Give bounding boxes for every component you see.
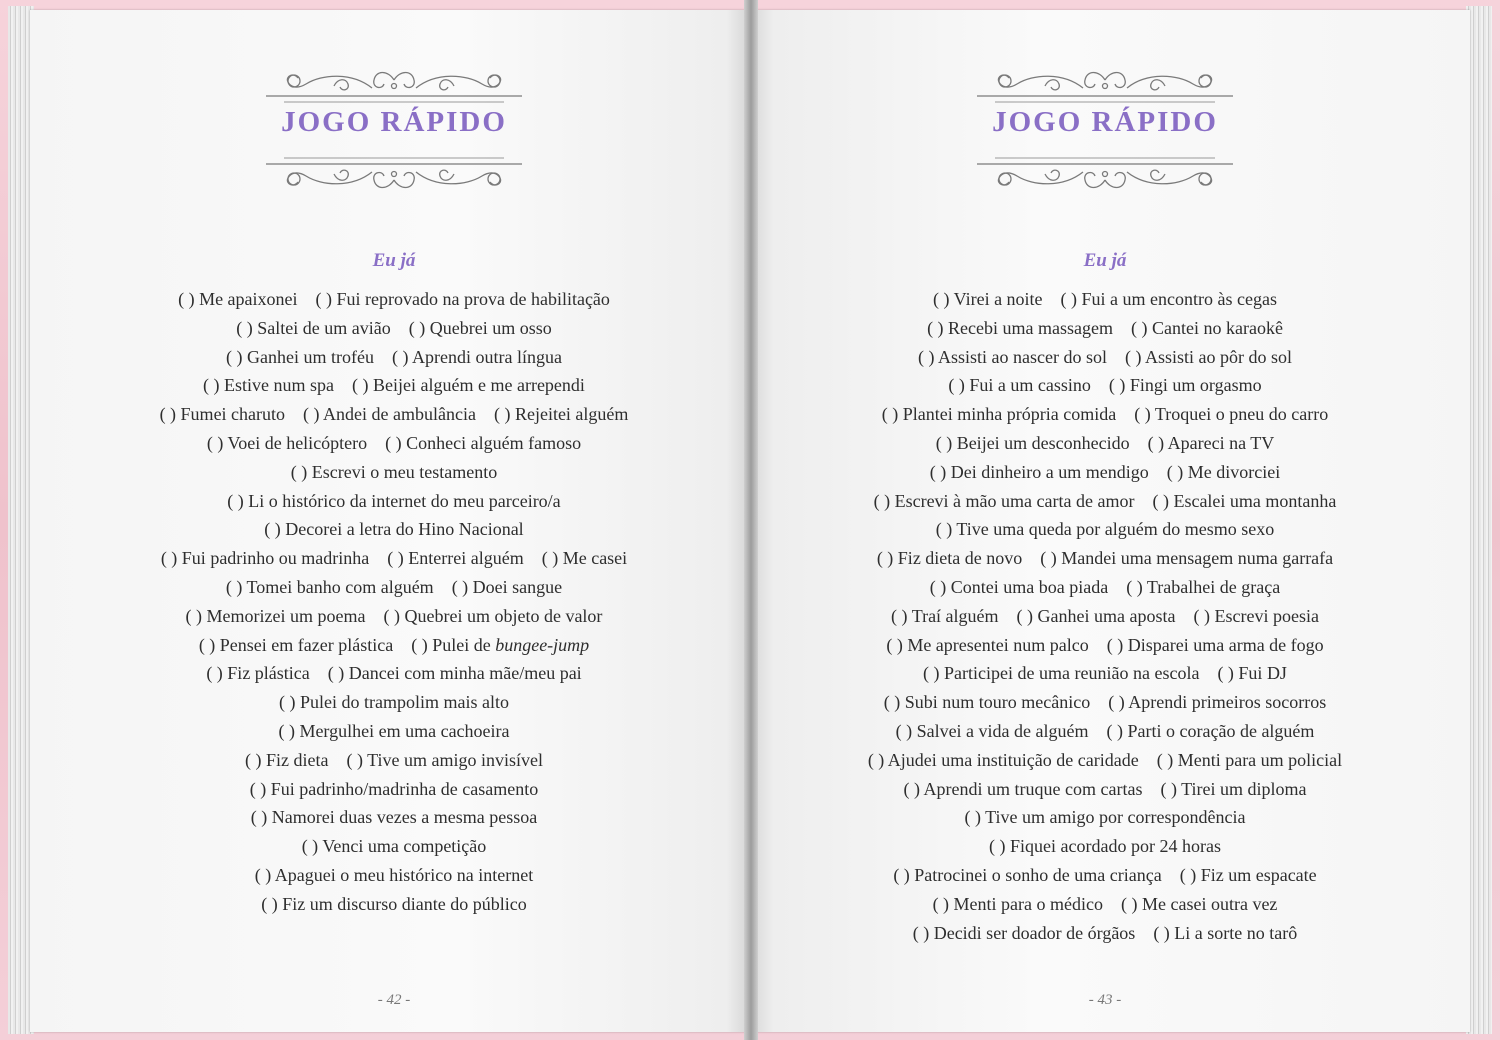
- checklist-item: ( ) Doei sangue: [451, 576, 563, 597]
- checklist-item: ( ) Tirei um diploma: [1160, 778, 1307, 799]
- checklist-item: ( ) Fui padrinho ou madrinha: [160, 548, 370, 569]
- page-title: JOGO RÁPIDO: [281, 106, 507, 138]
- checklist-item: ( ) Quebrei um osso: [408, 317, 552, 338]
- checklist-line: [74, 659, 714, 688]
- checklist-item: ( ) Assisti ao pôr do sol: [1124, 346, 1292, 367]
- checklist-item: ( ) Fui padrinho/madrinha de casamento: [249, 778, 539, 799]
- checklist-line: [785, 832, 1425, 861]
- checklist-line: [74, 371, 714, 400]
- checklist-line: [74, 890, 714, 919]
- checklist-item: ( ) Recebi uma massagem: [927, 317, 1113, 338]
- checklist-line: [785, 746, 1425, 775]
- checklist-item: ( ) Participei de uma reunião na escola: [923, 663, 1200, 684]
- checklist-line: [785, 775, 1425, 804]
- checklist-item: ( ) Escrevi poesia: [1193, 605, 1319, 626]
- checklist: [785, 285, 1425, 947]
- checklist-line: [74, 717, 714, 746]
- checklist-item: ( ) Aprendi primeiros socorros: [1108, 692, 1327, 713]
- checklist-line: [74, 458, 714, 487]
- checklist-line: [74, 285, 714, 314]
- checklist-item: ( ) Salvei a vida de alguém: [895, 720, 1089, 741]
- checklist-item: ( ) Fui a um encontro às cegas: [1060, 289, 1277, 309]
- checklist-line: [785, 890, 1425, 919]
- book-gutter: [744, 0, 758, 1040]
- checklist-item: ( ) Conheci alguém famoso: [385, 432, 582, 453]
- checklist-item: ( ) Fiz plástica: [206, 663, 310, 684]
- checklist: [74, 285, 714, 919]
- checklist-item: ( ) Plantei minha própria comida: [881, 404, 1117, 425]
- checklist-item: ( ) Tive um amigo por correspondência: [964, 807, 1246, 828]
- checklist-item: ( ) Fingi um orgasmo: [1108, 375, 1262, 396]
- checklist-item: ( ) Apaguei o meu histórico na internet: [254, 864, 534, 885]
- checklist-item: ( ) Mandei uma mensagem numa garrafa: [1040, 548, 1334, 569]
- checklist-item: ( ) Estive num spa: [203, 375, 335, 396]
- checklist-line: [74, 602, 714, 631]
- checklist-item: ( ) Escalei uma montanha: [1152, 490, 1337, 511]
- checklist-item: ( ) Tive uma queda por alguém do mesmo sexo: [935, 519, 1275, 540]
- checklist-item: ( ) Me casei outra vez: [1121, 893, 1278, 914]
- checklist-item: ( ) Me apresentei num palco: [886, 634, 1089, 655]
- checklist-line: [74, 544, 714, 573]
- top-ornament-right: [975, 66, 1235, 110]
- checklist-item: ( ) Decorei a letra do Hino Nacional: [264, 519, 524, 540]
- checklist-line: [74, 429, 714, 458]
- checklist-line: [74, 775, 714, 804]
- checklist-item: ( ) Li o histórico da internet do meu parceiro/a: [227, 490, 561, 511]
- italic-term: bungee-jump: [495, 634, 590, 655]
- checklist-line: [785, 659, 1425, 688]
- checklist-item: ( ) Fumei charuto: [159, 404, 286, 425]
- checklist-line: [785, 688, 1425, 717]
- checklist-line: [785, 343, 1425, 372]
- checklist-item: ( ) Troquei o pneu do carro: [1134, 404, 1329, 425]
- checklist-item: ( ) Menti para um policial: [1156, 749, 1343, 770]
- section-subtitle: Eu já: [372, 250, 416, 271]
- checklist-line: [74, 746, 714, 775]
- checklist-item: ( ) Ajudei uma instituição de caridade: [867, 749, 1139, 770]
- checklist-line: [74, 573, 714, 602]
- checklist-line: [785, 314, 1425, 343]
- checklist-line: [785, 602, 1425, 631]
- checklist-item: ( ) Ganhei uma aposta: [1016, 605, 1176, 626]
- checklist-item: ( ) Virei a noite: [933, 289, 1043, 309]
- checklist-item: ( ) Fiz um discurso diante do público: [261, 893, 527, 914]
- checklist-item: ( ) Me divorciei: [1166, 461, 1281, 482]
- checklist-item: ( ) Assisti ao nascer do sol: [918, 346, 1107, 367]
- checklist-item: ( ) Fui DJ: [1217, 663, 1287, 684]
- checklist-item: ( ) Fiz dieta: [245, 749, 329, 770]
- checklist-item: ( ) Me casei: [541, 548, 628, 569]
- checklist-item: ( ) Fiz dieta de novo: [876, 548, 1023, 569]
- checklist-item: ( ) Escrevi o meu testamento: [290, 461, 498, 482]
- checklist-item: ( ) Aprendi outra língua: [391, 346, 562, 367]
- checklist-item: ( ) Enterrei alguém: [387, 548, 524, 569]
- checklist-item: ( ) Tive um amigo invisível: [346, 749, 543, 770]
- checklist-line: [785, 487, 1425, 516]
- checklist-item: ( ) Contei uma boa piada: [929, 576, 1109, 597]
- checklist-line: [74, 515, 714, 544]
- checklist-line: [785, 400, 1425, 429]
- section-subtitle: Eu já: [1083, 250, 1127, 271]
- checklist-item: ( ) Beijei um desconhecido: [935, 432, 1130, 453]
- checklist-item: ( ) Fui reprovado na prova de habilitação: [315, 289, 610, 309]
- checklist-line: [785, 573, 1425, 602]
- checklist-item: ( ) Trabalhei de graça: [1126, 576, 1281, 597]
- checklist-line: [785, 544, 1425, 573]
- checklist-item: ( ) Patrocinei o sonho de uma criança: [893, 864, 1162, 885]
- checklist-line: [785, 371, 1425, 400]
- top-ornament-left: [264, 66, 524, 110]
- checklist-item: ( ) Venci uma competição: [301, 836, 487, 857]
- checklist-item: ( ) Fiz um espacate: [1179, 864, 1317, 885]
- page-title: JOGO RÁPIDO: [992, 106, 1218, 138]
- checklist-item: ( ) Decidi ser doador de órgãos: [912, 922, 1136, 943]
- checklist-item: ( ) Me apaixonei: [178, 289, 298, 309]
- checklist-item: ( ) Dancei com minha mãe/meu pai: [327, 663, 582, 684]
- checklist-item: ( ) Disparei uma arma de fogo: [1106, 634, 1324, 655]
- checklist-item: ( ) Traí alguém: [891, 605, 999, 626]
- checklist-item: ( ) Pulei de bungee-jump: [411, 634, 590, 655]
- checklist-item: ( ) Apareci na TV: [1147, 432, 1275, 453]
- checklist-line: [74, 343, 714, 372]
- bottom-ornament-right: [975, 150, 1235, 194]
- checklist-item: ( ) Dei dinheiro a um mendigo: [929, 461, 1149, 482]
- checklist-line: [785, 631, 1425, 660]
- checklist-item: ( ) Tomei banho com alguém: [225, 576, 434, 597]
- checklist-line: [785, 861, 1425, 890]
- checklist-item: ( ) Cantei no karaokê: [1131, 317, 1283, 338]
- checklist-item: ( ) Beijei alguém e me arrependi: [352, 375, 585, 396]
- checklist-line: [785, 919, 1425, 948]
- checklist-item: ( ) Fui a um cassino: [948, 375, 1091, 396]
- checklist-item: ( ) Mergulhei em uma cachoeira: [278, 720, 510, 741]
- checklist-line: [785, 717, 1425, 746]
- checklist-line: [74, 631, 714, 660]
- checklist-item: ( ) Voei de helicóptero: [206, 432, 368, 453]
- checklist-item: ( ) Parti o coração de alguém: [1106, 720, 1315, 741]
- checklist-item: ( ) Aprendi um truque com cartas: [903, 778, 1143, 799]
- checklist-line: [785, 515, 1425, 544]
- checklist-item: ( ) Escrevi à mão uma carta de amor: [873, 490, 1135, 511]
- checklist-item: ( ) Li a sorte no tarô: [1153, 922, 1298, 943]
- checklist-line: [74, 487, 714, 516]
- checklist-item: ( ) Pensei em fazer plástica: [198, 634, 394, 655]
- checklist-line: [74, 688, 714, 717]
- checklist-item: ( ) Andei de ambulância: [303, 404, 476, 425]
- page-number: - 42 -: [377, 992, 411, 1008]
- checklist-line: [74, 803, 714, 832]
- checklist-line: [74, 861, 714, 890]
- checklist-line: [785, 458, 1425, 487]
- checklist-line: [74, 832, 714, 861]
- checklist-item: ( ) Quebrei um objeto de valor: [383, 605, 603, 626]
- left-page: [30, 10, 748, 1032]
- checklist-item: ( ) Subi num touro mecânico: [883, 692, 1091, 713]
- checklist-item: ( ) Ganhei um troféu: [226, 346, 374, 367]
- checklist-line: [74, 314, 714, 343]
- checklist-line: [785, 285, 1425, 314]
- checklist-item: ( ) Memorizei um poema: [185, 605, 366, 626]
- checklist-item: ( ) Fiquei acordado por 24 horas: [989, 836, 1221, 857]
- right-page: [752, 10, 1470, 1032]
- page-number: - 43 -: [1088, 992, 1122, 1008]
- checklist-item: ( ) Rejeitei alguém: [493, 404, 629, 425]
- checklist-item: ( ) Pulei do trampolim mais alto: [279, 692, 509, 713]
- checklist-item: ( ) Namorei duas vezes a mesma pessoa: [250, 807, 538, 828]
- bottom-ornament-left: [264, 150, 524, 194]
- checklist-item: ( ) Menti para o médico: [932, 893, 1103, 914]
- checklist-line: [785, 803, 1425, 832]
- checklist-line: [74, 400, 714, 429]
- checklist-item: ( ) Saltei de um avião: [236, 317, 391, 338]
- checklist-line: [785, 429, 1425, 458]
